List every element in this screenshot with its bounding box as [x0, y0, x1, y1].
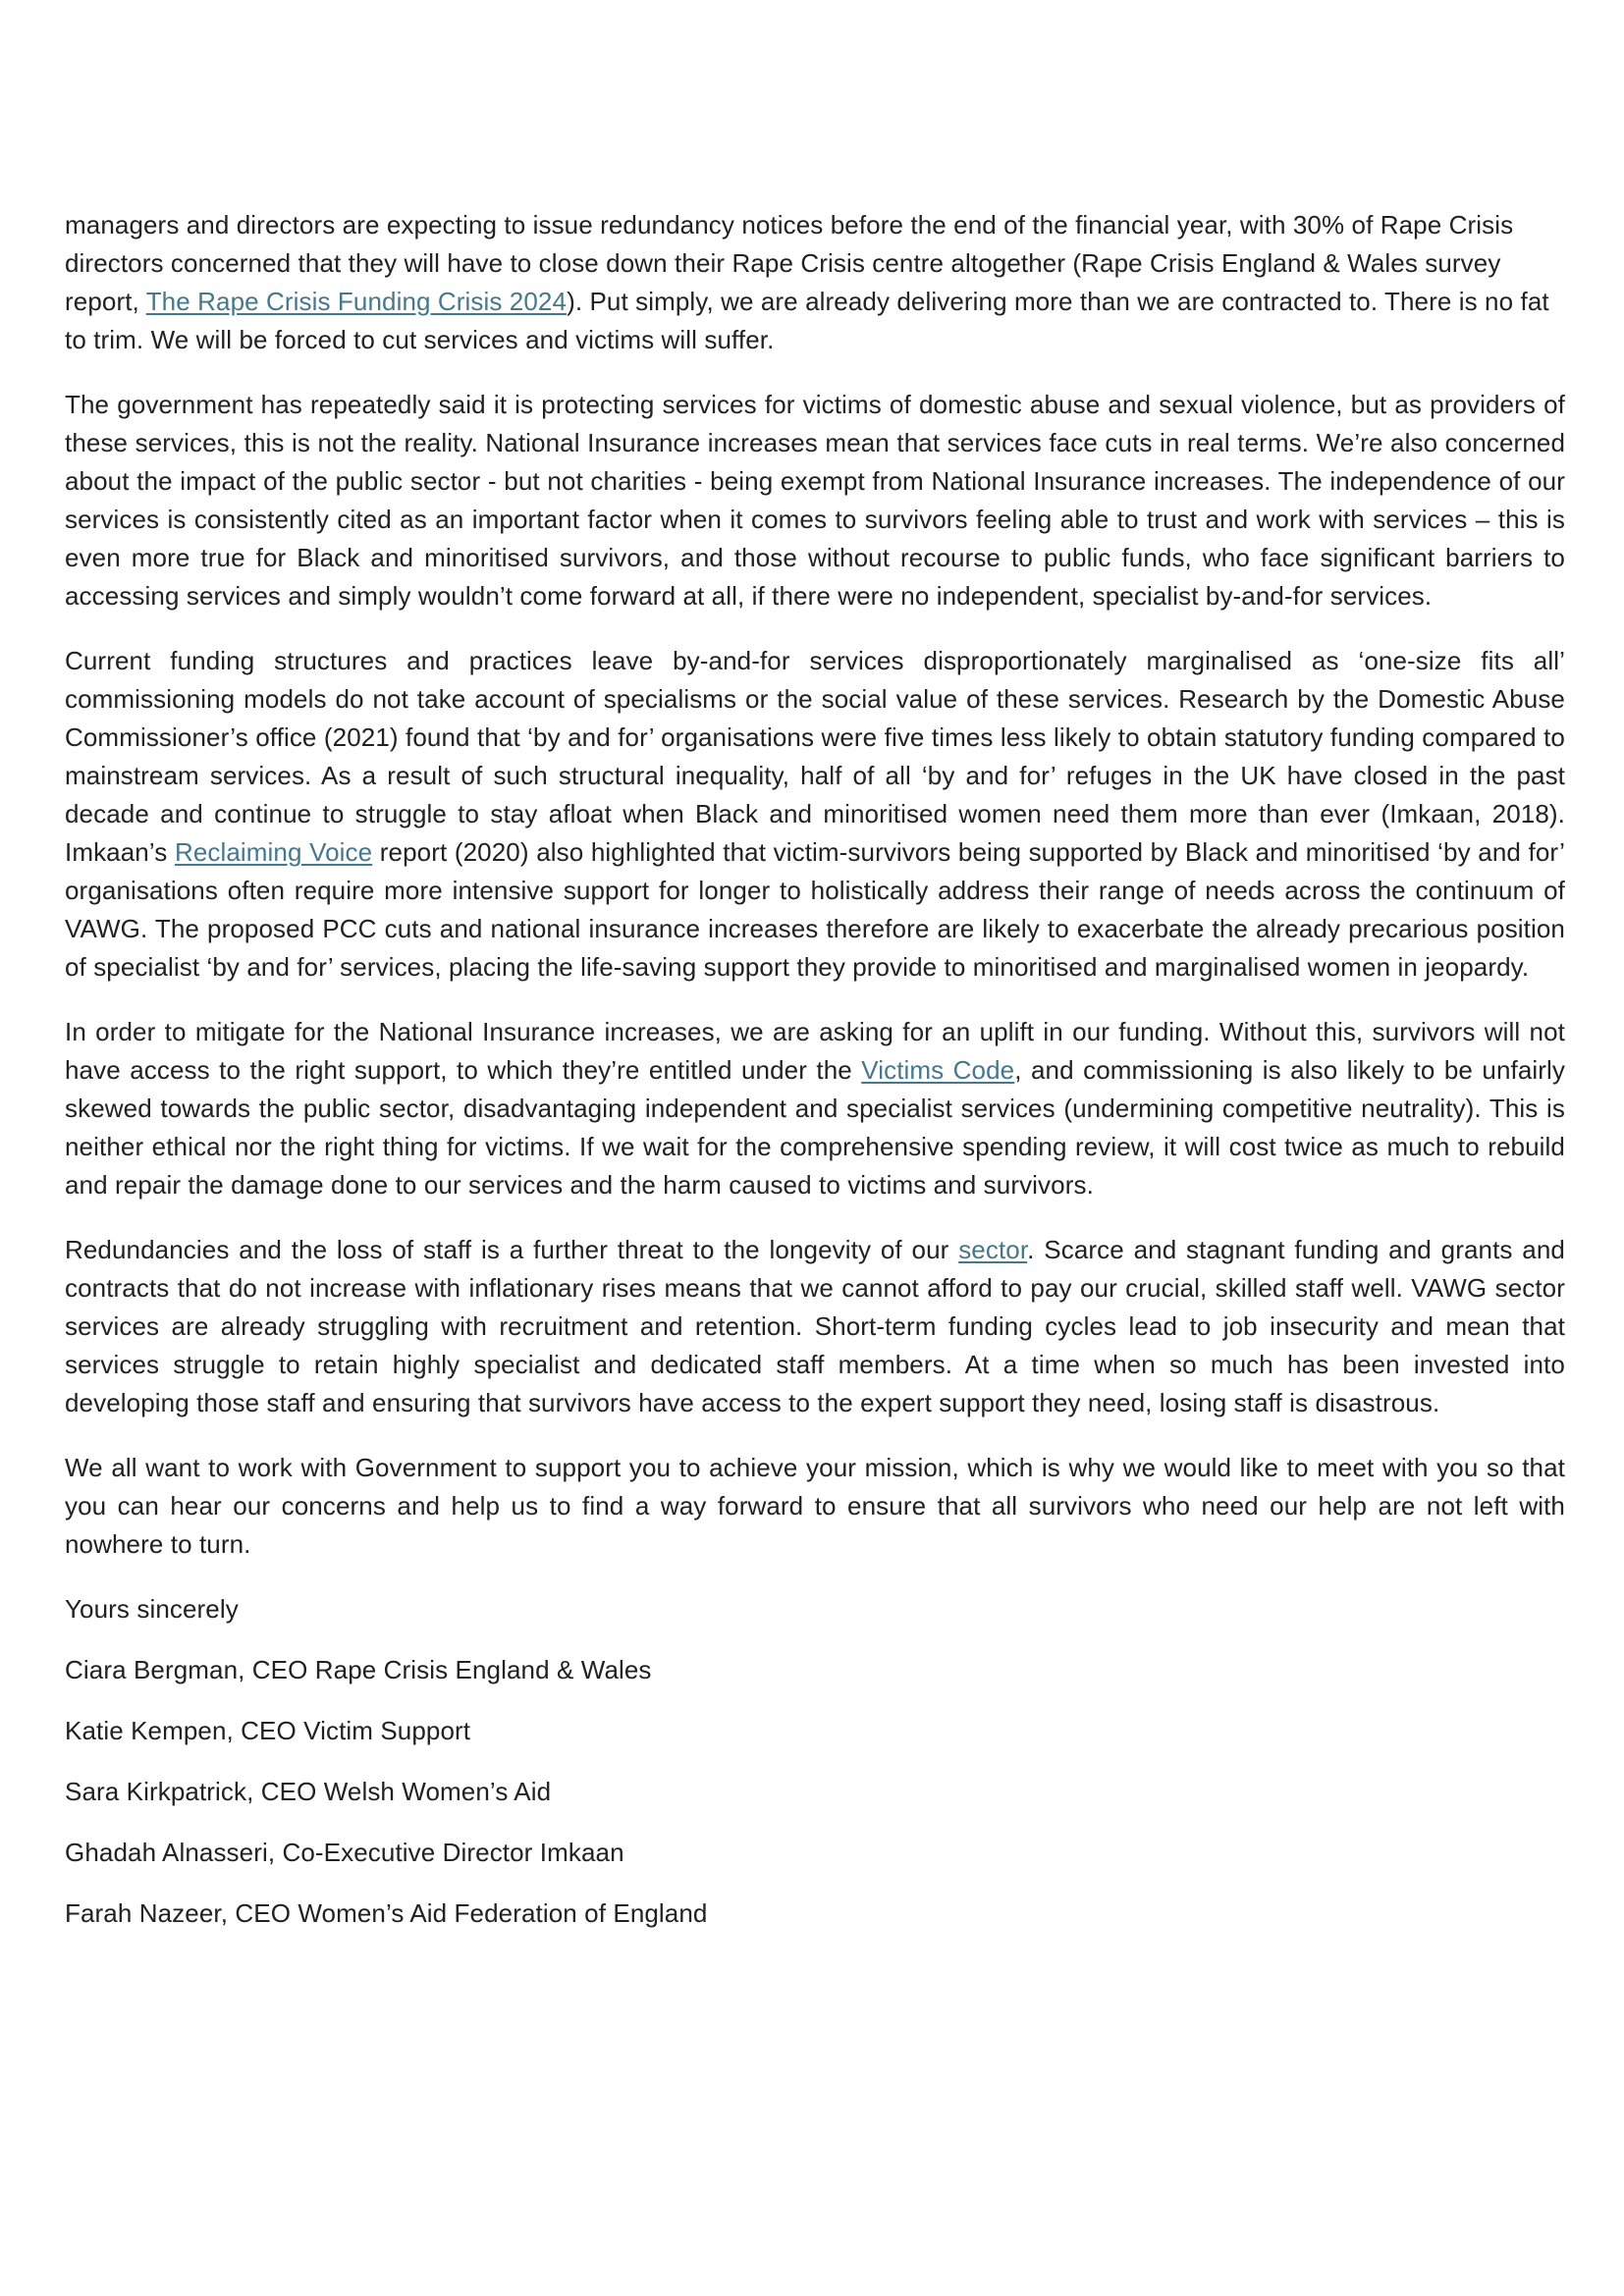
text-run: ). Put simply, we are already delivering more than we are contracted to. There is no fat to trim. We will be forced to cut services and victims will suffer.: [65, 287, 1549, 354]
text-run: Redundancies and the loss of staff is a further threat to the longevity of our: [65, 1235, 959, 1264]
text-run: , and commissioning is also likely to be unfairly skewed towards the public sector, disadvantaging independent and specialist services (undermining competitive neutrality). This is neither ethical nor the right thing for victims. If we wait for the comprehensive spending review, it will cost twice as much to rebuild and repair the damage done to our services and the harm caused to victims and survivors.: [65, 1055, 1565, 1200]
text-run: Yours sincerely: [65, 1594, 239, 1624]
signature-line: [65, 1651, 1565, 1689]
text-run: managers and directors are expecting to issue redundancy notices before the end of the financial year, with 30% of Rape Crisis directors concerned that they will have to close down their Rape Crisis centre altogether (Rape Crisis England & Wales survey report,: [65, 210, 1514, 316]
signature-line: [65, 1712, 1565, 1750]
text-run: Farah Nazeer, CEO Women’s Aid Federation of England: [65, 1898, 708, 1928]
text-run: Ghadah Alnasseri, Co-Executive Director Imkaan: [65, 1838, 624, 1867]
paragraph: [65, 206, 1565, 359]
signature-line: [65, 1773, 1565, 1811]
sector-link[interactable]: sector: [958, 1235, 1028, 1264]
paragraph: [65, 1231, 1565, 1422]
closing-salutation: [65, 1590, 1565, 1629]
rape-crisis-funding-crisis-2024-link[interactable]: The Rape Crisis Funding Crisis 2024: [145, 287, 568, 316]
text-run: We all want to work with Government to support you to achieve your mission, which is why we would like to meet with you so that you can hear our concerns and help us to find a way forward to ensure that all survivors who need our help are not left with nowhere to turn.: [65, 1453, 1565, 1559]
paragraph: [65, 386, 1565, 615]
text-run: . Scarce and stagnant funding and grants and contracts that do not increase with inflationary rises means that we cannot afford to pay our crucial, skilled staff well. VAWG sector services are already struggling with recruitment and retention. Short-term funding cycles lead to job insecurity and mean that services struggle to retain highly specialist and dedicated staff members. At a time when so much has been invested into developing those staff and ensuring that survivors have access to the expert support they need, losing staff is disastrous.: [65, 1235, 1565, 1417]
paragraph: [65, 1449, 1565, 1564]
signature-line: [65, 1895, 1565, 1933]
text-run: In order to mitigate for the National Insurance increases, we are asking for an uplift in our funding. Without this, survivors will not have access to the right support, to which they’re entitled under the: [65, 1017, 1565, 1085]
paragraph: [65, 1013, 1565, 1204]
text-run: Ciara Bergman, CEO Rape Crisis England & Wales: [65, 1655, 652, 1684]
paragraph: [65, 642, 1565, 987]
text-run: Katie Kempen, CEO Victim Support: [65, 1716, 471, 1745]
signature-line: [65, 1834, 1565, 1872]
text-run: Current funding structures and practices leave by-and-for services disproportionately marginalised as ‘one-size fits all’ commissioning models do not take account of specialisms or the social value of these services. Research by the Domestic Abuse Commissioner’s office (2021) found that ‘by and for’ organisations were five times less likely to obtain statutory funding compared to mainstream services. As a result of such structural inequality, half of all ‘by and for’ refuges in the UK have closed in the past decade and continue to struggle to stay afloat when Black and minoritised women need them more than ever (Imkaan, 2018). Imkaan’s: [65, 646, 1565, 867]
text-run: report (2020) also highlighted that victim-survivors being supported by Black and minoritised ‘by and for’ organisations often require more intensive support for longer to holistically address their range of needs across the continuum of VAWG. The proposed PCC cuts and national insurance increases therefore are likely to exacerbate the already precarious position of specialist ‘by and for’ services, placing the life-saving support they provide to minoritised and marginalised women in jeopardy.: [65, 837, 1565, 982]
reclaiming-voice-link[interactable]: Reclaiming Voice: [174, 837, 373, 867]
letter-body: [65, 206, 1565, 1933]
victims-code-link[interactable]: Victims Code: [861, 1055, 1015, 1085]
text-run: The government has repeatedly said it is protecting services for victims of domestic abuse and sexual violence, but as providers of these services, this is not the reality. National Insurance increases mean that services face cuts in real terms. We’re also concerned about the impact of the public sector - but not charities - being exempt from National Insurance increases. The independence of our services is consistently cited as an important factor when it comes to survivors feeling able to trust and work with services – this is even more true for Black and minoritised survivors, and those without recourse to public funds, who face significant barriers to accessing services and simply wouldn’t come forward at all, if there were no independent, specialist by-and-for services.: [65, 390, 1565, 611]
text-run: Sara Kirkpatrick, CEO Welsh Women’s Aid: [65, 1777, 552, 1806]
